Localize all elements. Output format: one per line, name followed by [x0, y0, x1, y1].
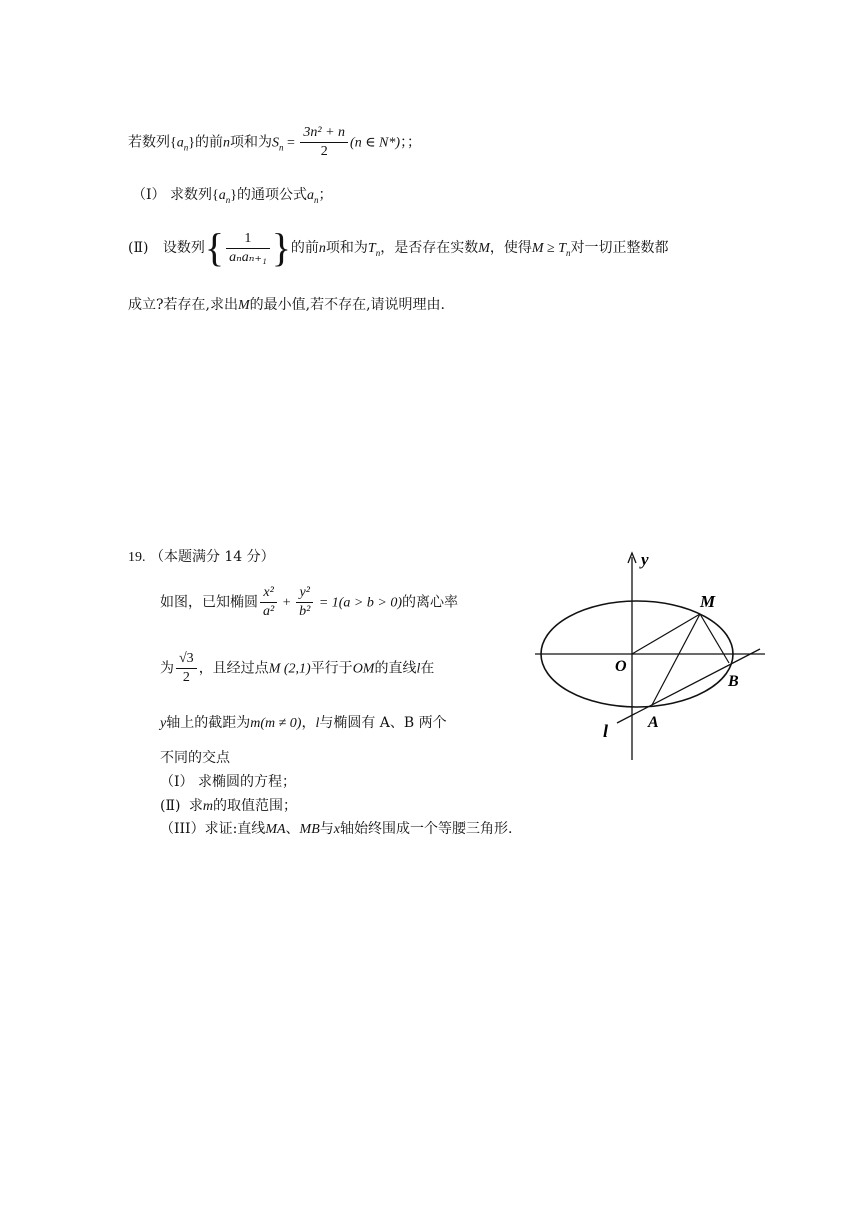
p19-part3-label: （III） — [160, 821, 205, 837]
part2-text-a: 设数列 — [162, 240, 205, 256]
p19-l3-y: y — [160, 716, 167, 731]
p19-eq: = 1(a > b > 0) — [315, 595, 402, 611]
p19-frac-sqrt-den: 2 — [182, 670, 190, 685]
part2-text-e: ，使得 — [489, 240, 532, 256]
ellipse-figure — [535, 545, 770, 765]
label-B: B — [728, 673, 739, 690]
part1-an: a — [306, 188, 314, 203]
part2-ineq: M ≥ T — [531, 241, 567, 256]
label-y: y — [641, 550, 649, 569]
p19-l1-b: 的离心率 — [401, 594, 458, 611]
problem19-part2 — [160, 799, 297, 814]
p19-part2-text-a: 求 — [188, 798, 203, 814]
p19-part2-text-b: 的取值范围； — [213, 798, 298, 814]
problem19-header — [128, 550, 275, 565]
seq-a: a — [176, 135, 184, 151]
p19-l2-d: 的直线 — [374, 660, 417, 677]
problem19-score: （本题满分 14 分） — [149, 549, 275, 565]
part2-line2-a: 成立?若存在,求出 — [128, 297, 238, 313]
line-MB — [700, 614, 729, 663]
p19-part2-label: (Ⅱ) — [160, 798, 181, 814]
p19-l3-l: l — [315, 716, 320, 731]
intro-S-sub: n — [278, 142, 284, 153]
part2-T-sub: n — [375, 247, 381, 258]
label-l: l — [603, 721, 609, 741]
intro-frac-num: 3n² + n — [300, 126, 348, 143]
p19-frac-y-den: b² — [299, 604, 311, 619]
p19-l3-c: 与椭圆有 A、B 两个 — [319, 715, 447, 731]
problem19-line3 — [160, 716, 447, 731]
p19-part2-m: m — [202, 799, 214, 814]
problem18-part2-line2 — [128, 298, 445, 313]
p19-l3-m: m(m ≠ 0) — [250, 716, 302, 731]
part1-label: （Ⅰ） — [132, 187, 166, 203]
problem19-part3 — [160, 822, 512, 837]
p19-l2-l: l — [416, 661, 421, 677]
part1-text-b: 的通项公式 — [236, 187, 307, 203]
intro-cond: (n ∈ N*) — [350, 135, 401, 151]
seq-a-sub: n — [183, 142, 189, 153]
p19-l2-M: M (2,1) — [268, 661, 311, 677]
p19-l2-e: 在 — [420, 660, 435, 677]
intro-prefix: 若数列 — [128, 134, 170, 151]
p19-l3-a: 轴上的截距为 — [166, 715, 251, 731]
problem19-line4 — [160, 751, 230, 765]
p19-part3-MA: MA — [265, 822, 286, 837]
label-M: M — [700, 592, 716, 611]
p19-plus: + — [279, 595, 295, 611]
p19-frac-sqrt — [176, 652, 197, 685]
intro-mid: 的前 — [194, 134, 223, 151]
right-brace: } — [188, 135, 195, 151]
part1-end: ； — [318, 187, 333, 203]
intro-fraction — [300, 126, 348, 159]
p19-frac-y-num: y² — [296, 586, 313, 603]
p19-frac-y — [296, 586, 313, 619]
part2-n: n — [318, 241, 326, 256]
right-big-brace: } — [271, 225, 291, 270]
part2-ineq-sub: n — [566, 247, 571, 258]
p19-frac-x-den: a² — [263, 604, 275, 619]
part1-an-sub: n — [313, 194, 319, 205]
problem19-line1 — [160, 586, 458, 619]
left-brace: { — [211, 188, 219, 203]
p19-part3-text-b: 与 — [319, 821, 334, 837]
part2-label: (Ⅱ) — [128, 240, 149, 256]
p19-part3-text-c: 轴始终围成一个等腰三角形. — [339, 821, 513, 837]
p19-part3-x: x — [333, 822, 340, 837]
problem19-number: 19. — [128, 550, 146, 565]
right-brace: } — [230, 188, 237, 203]
intro-eq: = — [283, 135, 299, 151]
problem18-part2 — [128, 225, 669, 270]
intro-mid2: 项和为 — [229, 134, 272, 151]
p19-part3-text-a: 求证:直线 — [204, 821, 266, 837]
part2-M: M — [478, 241, 490, 256]
p19-l1-a: 如图，已知椭圆 — [160, 594, 258, 611]
problem18-part1 — [132, 188, 332, 205]
intro-n: n — [222, 135, 230, 151]
left-brace: { — [170, 135, 177, 151]
p19-l2-b: ，且经过点 — [198, 660, 269, 677]
part2-frac-den: aₙaₙ₊₁ — [229, 249, 267, 265]
part2-line2-b: 的最小值,若不存在,请说明理由. — [249, 297, 445, 313]
intro-end: ；； — [400, 134, 422, 151]
intro-S: S — [271, 135, 279, 151]
part2-line2-M: M — [237, 298, 250, 313]
part2-fraction — [226, 232, 270, 265]
problem19-part1 — [160, 775, 296, 789]
label-A: A — [648, 714, 659, 731]
p19-l4: 不同的交点 — [160, 750, 230, 766]
part2-text-c: 项和为 — [325, 240, 368, 256]
part1-seq-sub: n — [225, 194, 231, 205]
p19-part1-label: （Ⅰ） — [160, 774, 194, 790]
part2-text-d: ，是否存在实数 — [380, 240, 479, 256]
problem19-line2 — [160, 652, 434, 685]
part2-text-b: 的前 — [290, 240, 319, 256]
left-big-brace: { — [204, 225, 225, 270]
label-O: O — [615, 658, 627, 675]
p19-l2-OM: OM — [352, 661, 375, 677]
p19-frac-x-num: x² — [260, 586, 277, 603]
part2-T: T — [367, 241, 376, 256]
p19-frac-x — [260, 586, 277, 619]
part2-frac-num: 1 — [226, 232, 270, 249]
p19-l2-a: 为 — [160, 660, 174, 677]
intro-frac-den: 2 — [320, 144, 328, 159]
p19-part1-text: 求椭圆的方程； — [197, 774, 296, 790]
p19-part3-MB: MB — [299, 822, 320, 837]
problem18-intro — [128, 126, 421, 159]
part1-seq: a — [218, 188, 226, 203]
p19-l2-c: 平行于 — [310, 660, 353, 677]
p19-l3-b: ， — [301, 715, 316, 731]
p19-part3-sep: 、 — [285, 821, 300, 837]
part2-text-f: 对一切正整数都 — [570, 240, 669, 256]
part1-text-a: 求数列 — [169, 187, 212, 203]
p19-frac-sqrt-num: √3 — [176, 652, 197, 669]
